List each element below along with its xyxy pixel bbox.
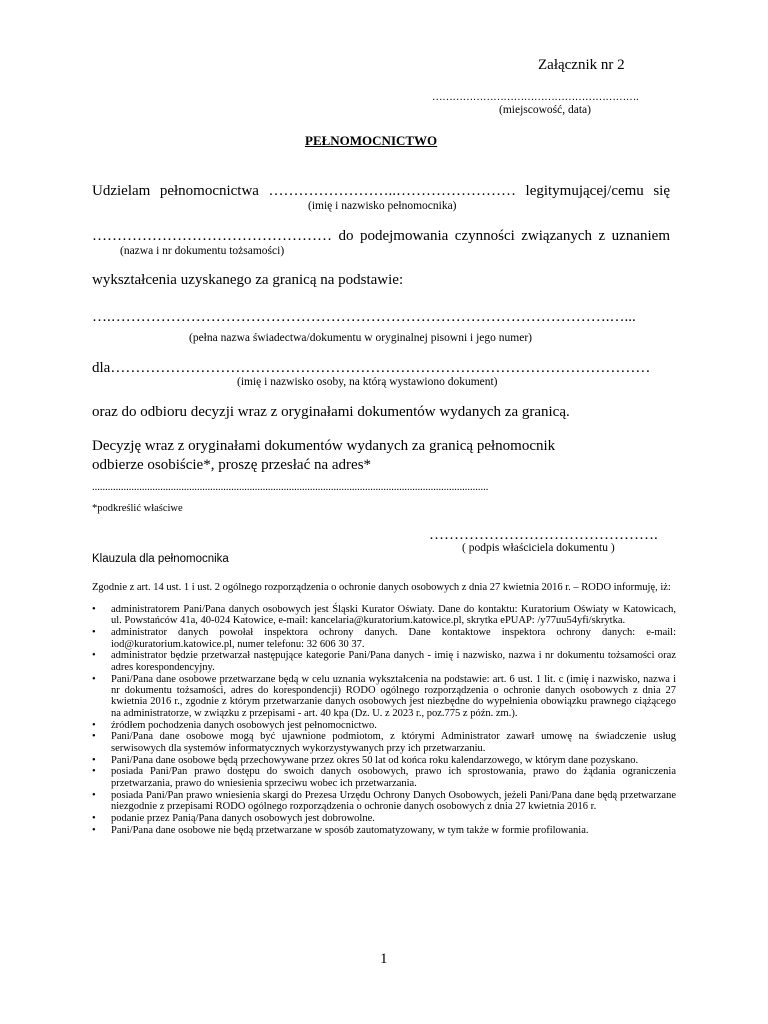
list-item: • administrator danych powołał inspektora ochrony danych. Dane kontaktowe inspektora ochrony danych: e-mail: iod@kuratorium.katowice.pl, numer telefonu: 32 606 30 37. xyxy=(92,627,676,650)
bullet-icon: • xyxy=(92,766,96,778)
address-dots: ....................................................................................................................................................... xyxy=(92,482,489,493)
document-title: PEŁNOMOCNICTWO xyxy=(305,133,438,148)
bullet-icon: • xyxy=(92,650,96,662)
decision-line-1: Decyzję wraz z oryginałami dokumentów wydanych za granicą pełnomocnik xyxy=(92,438,556,454)
clause-heading: Klauzula dla pełnomocnika xyxy=(92,553,229,565)
id-document-line: ………………………………………… do podejmowania czynności związanych z uznaniem xyxy=(92,228,670,244)
bullet-icon: • xyxy=(92,719,96,731)
holder-dots-line: dla……………………………………………………………………………………………… xyxy=(92,360,651,376)
certificate-dots-line: ….……………………………………………………………………………………….…... xyxy=(92,309,636,325)
holder-caption: (imię i nazwisko osoby, na którą wystawiono dokument) xyxy=(237,376,498,388)
signature-caption: ( podpis właściciela dokumentu ) xyxy=(462,542,615,554)
decision-receipt-line: oraz do odbioru decyzji wraz z oryginałami dokumentów wydanych za granicą. xyxy=(92,404,570,420)
place-date-caption: (miejscowość, data) xyxy=(499,104,591,116)
list-item: • administrator będzie przetwarzał następujące kategorie Pani/Pana danych - imię i nazwisko, nazwa i nr dokumentu tożsamości oraz adres korespondencyjny. xyxy=(92,650,676,673)
bullet-icon: • xyxy=(92,627,96,639)
authorization-line: Udzielam pełnomocnictwa ……………………..…………………… legitymującej/cemu się xyxy=(92,183,670,199)
list-item: • Pani/Pana dane osobowe przetwarzane będą w celu uznania wykształcenia na podstawie: art. 6 ust. 1 lit. c (imię i nazwisko, nazwa i nr dokumentu tożsamości, adres do korespondencji) RODO ogólnego rozporządzenia o ochronie danych osobowych z dnia 27 kwietnia 2016 r., zgodnie z którym przetwarzanie danych osobowych jest niezbędne do wypełnienia obowiązku prawnego ciążącego na administratorze, w związku z przepisami - art. 40 kpa (Dz. U. z 2023 r., poz.775 z późn. zm.). xyxy=(92,673,676,719)
list-item: • źródłem pochodzenia danych osobowych jest pełnomocnictwo. xyxy=(92,719,377,731)
list-item: • podanie przez Panią/Pana danych osobowych jest dobrowolne. xyxy=(92,812,375,824)
decision-line-2: odbierze osobiście*, proszę przesłać na adres* xyxy=(92,457,372,473)
bullet-icon: • xyxy=(92,789,96,801)
bullet-icon: • xyxy=(92,673,96,685)
id-document-caption: (nazwa i nr dokumentu tożsamości) xyxy=(120,245,285,257)
footnote: *podkreślić właściwe xyxy=(92,503,183,514)
bullet-icon: • xyxy=(92,824,96,836)
list-item: • Pani/Pana dane osobowe mogą być ujawnione podmiotom, z którymi Administrator zawarł umowę na świadczenie usług serwisowych dla systemów informatycznych wykorzystywanych przy ich przetwarzaniu. xyxy=(92,731,676,754)
bullet-icon: • xyxy=(92,604,96,615)
place-date-dots: ……………………………………………………. xyxy=(432,92,639,103)
list-item: • Pani/Pana dane osobowe będą przechowywane przez okres 50 lat od końca roku kalendarzowego, w którym dane pozyskano. xyxy=(92,754,639,766)
list-item: • administratorem Pani/Pana danych osobowych jest Śląski Kurator Oświaty. Dane do kontaktu: Kuratorium Oświaty w Katowicach, ul. Powstańców 41a, 40-024 Katowice, e-mail: kancelaria@kuratorium.katowice.pl, skrytka ePUAP: /y77uu54yfi/skrytka. xyxy=(92,604,676,627)
list-item: • posiada Pani/Pan prawo dostępu do swoich danych osobowych, prawo ich sprostowania, prawo do żądania ograniczenia przetwarzania, prawo do wniesienia sprzeciwu wobec ich przetwarzania. xyxy=(92,766,676,789)
page-number: 1 xyxy=(380,951,388,967)
bullet-icon: • xyxy=(92,812,96,824)
signature-dots: ………………………………………. xyxy=(429,527,658,543)
proxy-name-caption: (imię i nazwisko pełnomocnika) xyxy=(308,200,457,212)
clause-intro: Zgodnie z art. 14 ust. 1 i ust. 2 ogólnego rozporządzenia o ochronie danych osobowych z dnia 27 kwietnia 2016 r. – RODO informuję, iż: xyxy=(92,582,671,593)
bullet-icon: • xyxy=(92,731,96,743)
rodo-list xyxy=(92,604,676,836)
list-item: • posiada Pani/Pan prawo wniesienia skargi do Prezesa Urzędu Ochrony Danych Osobowych, jeżeli Pani/Pana dane będą przetwarzane niezgodnie z przepisami RODO ogólnego rozporządzenia o ochronie danych osobowych z dnia 27 kwietnia 2016 r. xyxy=(92,789,676,813)
attachment-label: Załącznik nr 2 xyxy=(538,57,625,73)
bullet-icon: • xyxy=(92,754,96,766)
education-line: wykształcenia uzyskanego za granicą na podstawie: xyxy=(92,272,404,288)
list-item: • Pani/Pana dane osobowe nie będą przetwarzane w sposób zautomatyzowany, w tym także w formie profilowania. xyxy=(92,824,589,836)
certificate-caption: (pełna nazwa świadectwa/dokumentu w oryginalnej pisowni i jego numer) xyxy=(189,332,532,344)
